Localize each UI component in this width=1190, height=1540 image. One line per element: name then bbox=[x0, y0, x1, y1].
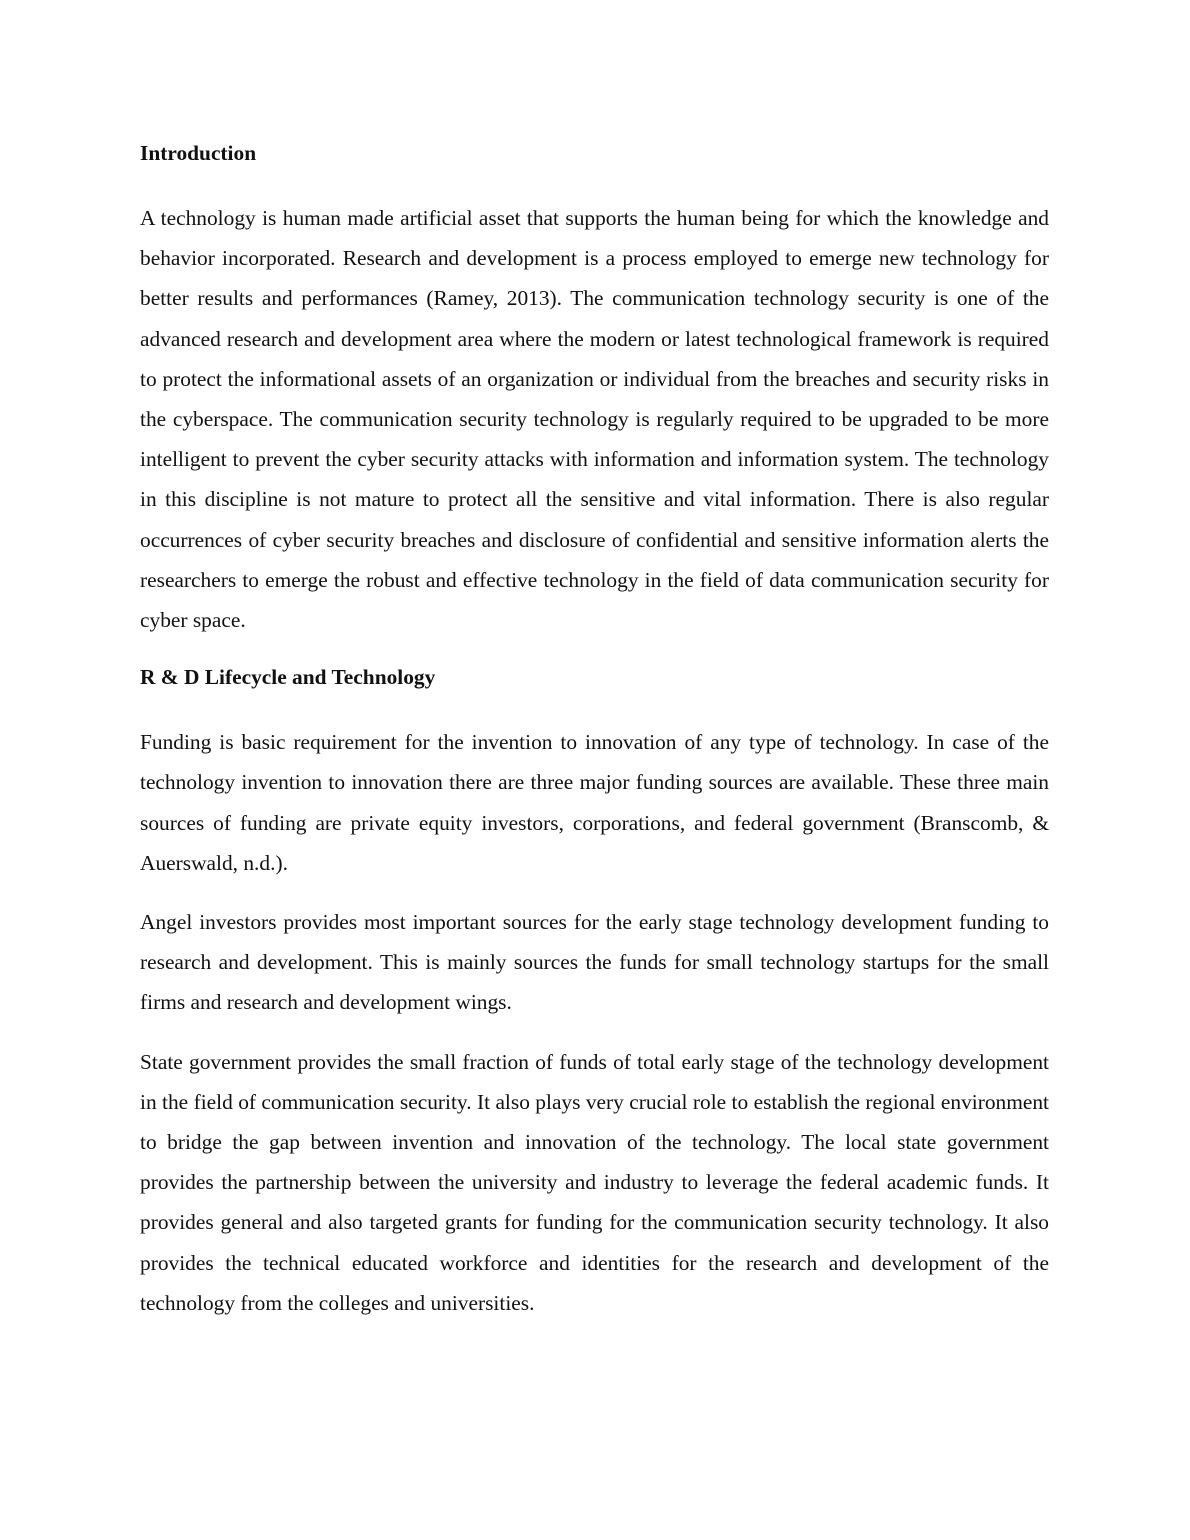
section-heading-introduction: Introduction bbox=[140, 141, 257, 165]
funding-paragraph: Funding is basic requirement for the invention to innovation of any type of technology. In case of the technology invention to innovation there are three major funding sources are available. These three main sources of funding are private equity investors, corporations, and federal government (Branscomb, & Auerswald, n.d.). bbox=[140, 730, 1049, 875]
state-government-paragraph: State government provides the small fraction of funds of total early stage of the technology development in the field of communication security. It also plays very crucial role to establish the regional environment to bridge the gap between invention and innovation of the technology. The local state government provides the partnership between the university and industry to leverage the federal academic funds. It provides general and also targeted grants for funding for the communication security technology. It also provides the technical educated workforce and identities for the research and development of the technology from the colleges and universities. bbox=[140, 1049, 1049, 1315]
document-page bbox=[140, 138, 1049, 1342]
introduction-paragraph: A technology is human made artificial asset that supports the human being for which the knowledge and behavior incorporated. Research and development is a process employed to emerge new technology for better results and performances (Ramey, 2013). The communication technology security is one of the advanced research and development area where the modern or latest technological framework is required to protect the informational assets of an organization or individual from the breaches and security risks in the cyberspace. The communication security technology is regularly required to be upgraded to be more intelligent to prevent the cyber security attacks with information and information system. The technology in this discipline is not mature to protect all the sensitive and vital information. There is also regular occurrences of cyber security breaches and disclosure of confidential and sensitive information alerts the researchers to emerge the robust and effective technology in the field of data communication security for cyber space. bbox=[140, 206, 1049, 633]
section-heading-rd-lifecycle: R & D Lifecycle and Technology bbox=[140, 665, 436, 690]
angel-investors-paragraph: Angel investors provides most important sources for the early stage technology development funding to research and development. This is mainly sources the funds for small technology startups for the small firms and research and development wings. bbox=[140, 910, 1049, 1015]
